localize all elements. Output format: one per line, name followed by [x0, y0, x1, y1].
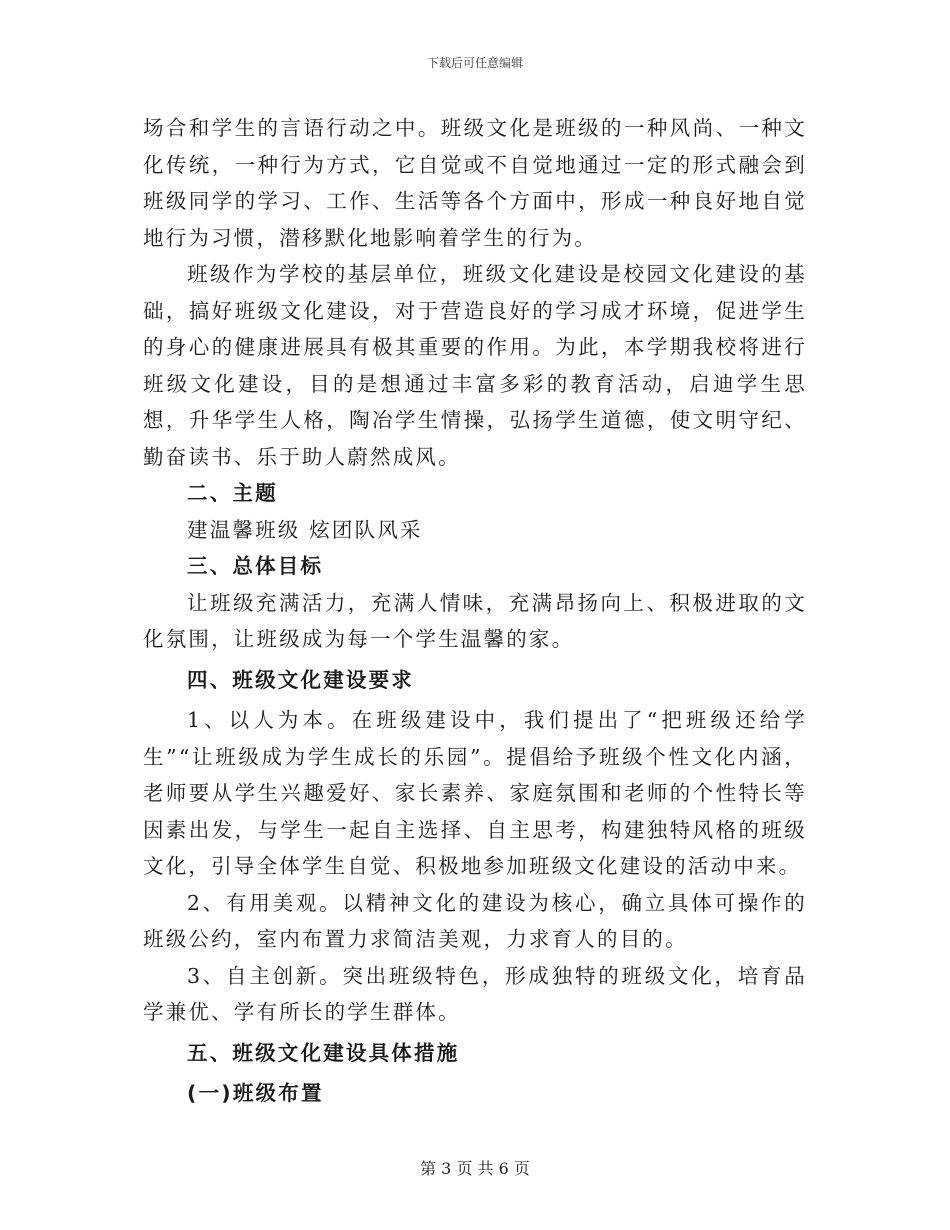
requirement-item-3: 3、自主创新。突出班级特色，形成独特的班级文化，培育品学兼优、学有所长的学生群体。	[143, 963, 807, 1024]
subsection-heading-class-layout: (一)班级布置	[187, 1081, 324, 1105]
requirement-item-2: 2、有用美观。以精神文化的建设为核心，确立具体可操作的班级公约，室内布置力求简洁美观，力求育人的目的。	[143, 890, 807, 951]
section-heading-measures: 五、班级文化建设具体措施	[187, 1040, 460, 1065]
section-heading-requirements: 四、班级文化建设要求	[187, 667, 414, 692]
section-heading-overall-goal: 三、总体目标	[187, 554, 324, 578]
document-body	[143, 110, 807, 1112]
requirement-item-1: 1、以人为本。在班级建设中，我们提出了“把班级还给学生”“让班级成为学生成长的乐园”。提倡给予班级个性文化内涵，老师要从学生兴趣爱好、家长素养、家庭氛围和老师的个性特长等因素出发，与学生一起自主选择、自主思考，构建独特风格的班级文化，引导全体学生自觉、积极地参加班级文化建设的活动中来。	[143, 708, 807, 878]
header-note: 下载后可任意编辑	[426, 56, 523, 70]
section-heading-theme: 二、主题	[187, 481, 278, 505]
paragraph-overall-goal: 让班级充满活力，充满人情味，充满昂扬向上、积极进取的文化氛围，让班级成为每一个学生温馨的家。	[143, 590, 807, 651]
paragraph-culture-definition: 场合和学生的言语行动之中。班级文化是班级的一种风尚、一种文化传统，一种行为方式，它自觉或不自觉地通过一定的形式融会到班级同学的学习、工作、生活等各个方面中，形成一种良好地自觉地行为习惯，潜移默化地影响着学生的行为。	[143, 116, 807, 250]
theme-text: 建温馨班级 炫团队风采	[187, 517, 423, 542]
page-indicator: 第 3 页 共 6 页	[420, 1159, 530, 1178]
paragraph-purpose: 班级作为学校的基层单位，班级文化建设是校园文化建设的基础，搞好班级文化建设，对于营造良好的学习成才环境，促进学生的身心的健康进展具有极其重要的作用。为此，本学期我校将进行班级文化建设，目的是想通过丰富多彩的教育活动，启迪学生思想，升华学生人格，陶冶学生情操，弘扬学生道德，使文明守纪、勤奋读书、乐于助人蔚然成风。	[143, 262, 807, 469]
